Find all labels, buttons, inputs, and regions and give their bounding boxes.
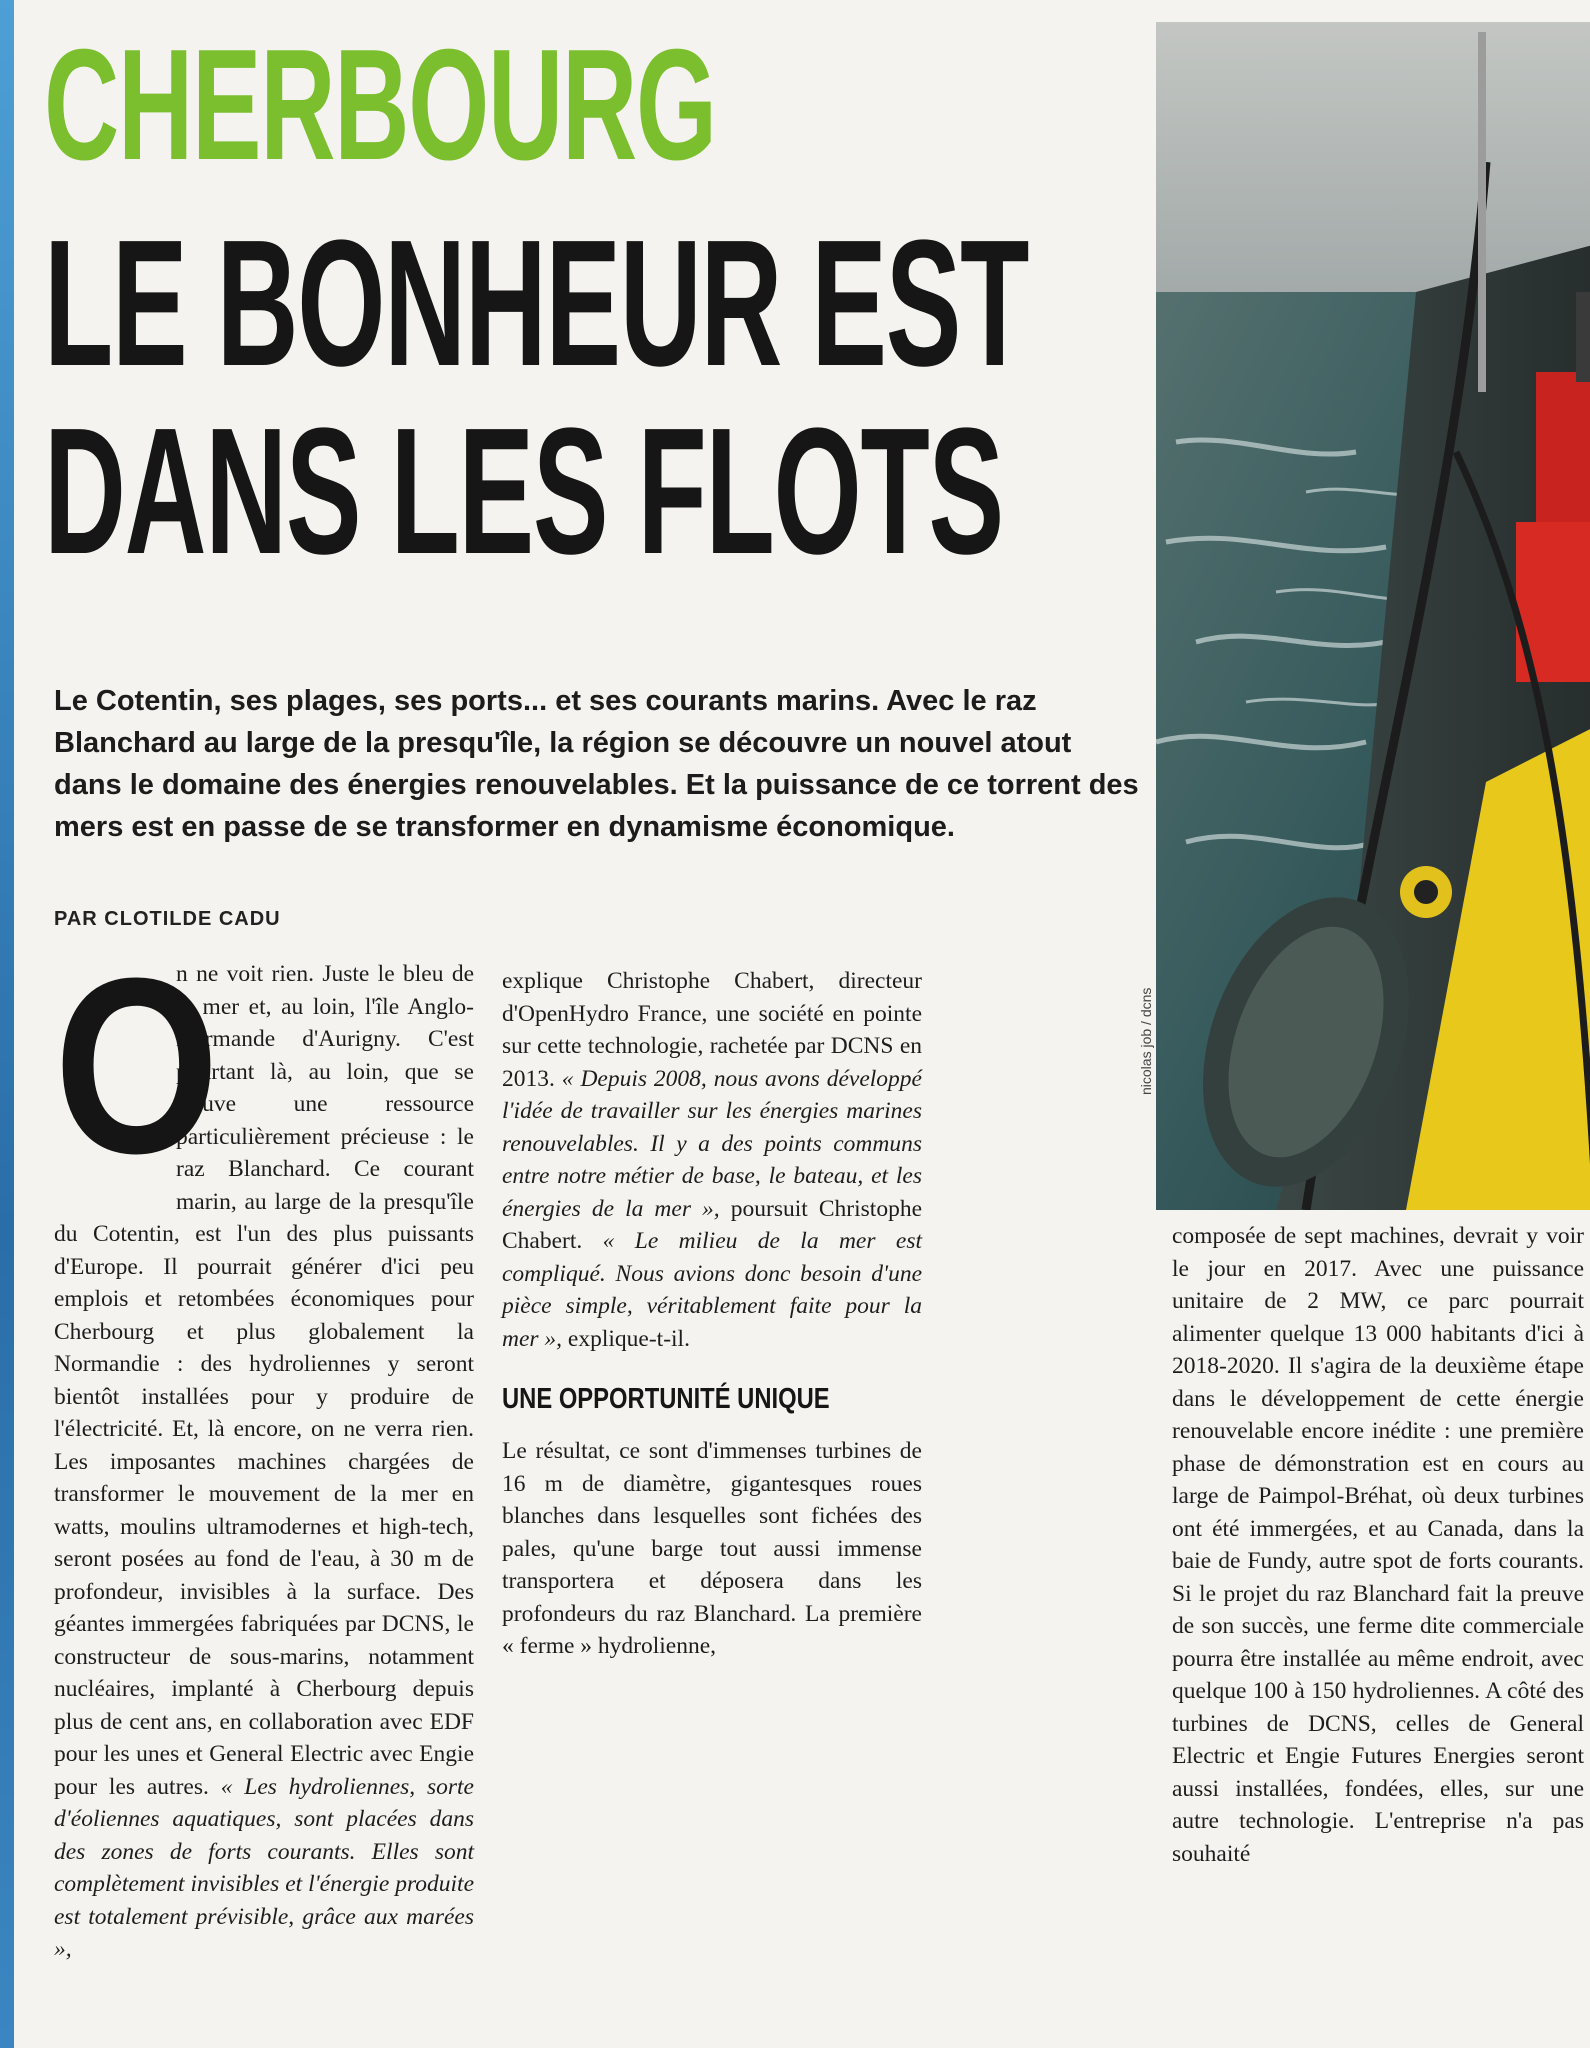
body-column-3 [1172, 1220, 1584, 1870]
page-edge-strip [0, 0, 14, 2048]
paragraph-farm: composée de sept machines, devrait y voir le jour en 2017. Avec une puissance unitaire de 2 MW, ce parc pourrait alimenter quelque 13 000 habitants d'ici à 2018-2020. Il s'agira de la deuxième étape dans le développement de cette énergie renouvelable encore inédite : une première phase de démonstration est en cours au large de Paimpol-Bréhat, où deux turbines ont été immergées, et au Canada, dans la baie de Fundy, autre spot de forts courants. Si le projet du raz Blanchard fait la preuve de son succès, une ferme dite commerciale pourra être installée au même endroit, avec quelque 100 à 150 hydroliennes. A côté des turbines de DCNS, celles de General Electric et Engie Futures Energies seront aussi installées, fondées, elles, sur une autre technologie. L'entreprise n'a pas souhaité [1172, 1223, 1584, 1867]
photo-credit: nicolas job / dcns [1138, 987, 1154, 1095]
drop-cap: O [54, 926, 220, 1205]
paragraph-quotes [502, 965, 922, 1355]
headline [44, 203, 1029, 592]
quote-3: « Le milieu de la mer est compliqué. Nous avions donc besoin d'une pièce simple, véritablement faite pour la mer », [502, 1228, 922, 1352]
quote-2: « Depuis 2008, nous avons développé l'idée de travailler sur les énergies marines renouvelables. Il y a des points communs entre notre métier de base, le bateau, et les énergies de la mer », [502, 1065, 922, 1222]
section-subhead: UNE OPPORTUNITÉ UNIQUE [502, 1383, 830, 1415]
quote-1: « Les hydroliennes, sorte d'éoliennes aquatiques, sont placées dans des zones de forts courants. Elles sont complètement invisibles et l'énergie produite est totalement prévisible, grâce aux marées », [54, 1773, 474, 1962]
headline-line-2: DANS LES FLOTS [44, 391, 1003, 592]
paragraph-result: Le résultat, ce sont d'immenses turbines de 16 m de diamètre, gigantesques roues blanches dans lesquelles sont fichées des pales, qu'une barge tout aussi immense transportera et déposera dans les profondeurs du raz Blanchard. La première « ferme » hydrolienne, [502, 1438, 922, 1659]
ship-photo-illustration [1156, 22, 1590, 1210]
magazine-page [14, 0, 1590, 2048]
body-column-1 [54, 926, 474, 1966]
body-column-2 [502, 965, 922, 1663]
paragraph-intro-text: n ne voit rien. Juste le bleu de la mer et, au loin, l'île Anglo-Normande d'Aurigny. C'est pourtant là, au loin, que se trouve une ressource particulièrement précieuse : le raz Blanchard. Ce courant marin, au large de la presqu'île du Cotentin, est l'un des plus puissants d'Europe. Il pourrait générer d'ici peu emplois et retombées économiques pour Cherbourg et plus globalement la Normandie : des hydroliennes y seront bientôt installées pour y produire de l'électricité. Et, là encore, on ne verra rien. Les imposantes machines chargées de transformer le mouvement de la mer en watts, moulins ultramodernes et high-tech, seront posées au fond de l'eau, à 30 m de profondeur, invisibles à la surface. Des géantes immergées fabriquées par DCNS, le constructeur de sous-marins, notamment nucléaires, implanté à Cherbourg depuis plus de cent ans, en collaboration avec EDF pour les unes et General Electric avec Engie pour les autres. [54, 961, 474, 1800]
kicker-title: CHERBOURG [44, 17, 716, 193]
attribution-3: explique-t-il. [567, 1325, 690, 1352]
attribution-2: poursuit Christophe Chabert. [502, 1195, 923, 1254]
byline: PAR CLOTILDE CADU [54, 908, 281, 930]
attribution-1: explique Christophe Chabert, directeur d'OpenHydro France, une société en pointe sur cette technologie, rachetée par DCNS en 2013. [502, 968, 922, 1092]
article-deck: Le Cotentin, ses plages, ses ports... et ses courants marins. Avec le raz Blanchard au large de la presqu'île, la région se découvre un nouvel atout dans le domaine des énergies renouvelables. Et la puissance de ce torrent des mers est en passe de se transformer en dynamisme économique. [54, 685, 1139, 843]
ship-photo [1156, 22, 1590, 1210]
headline-line-1: LE BONHEUR EST [44, 203, 1029, 404]
